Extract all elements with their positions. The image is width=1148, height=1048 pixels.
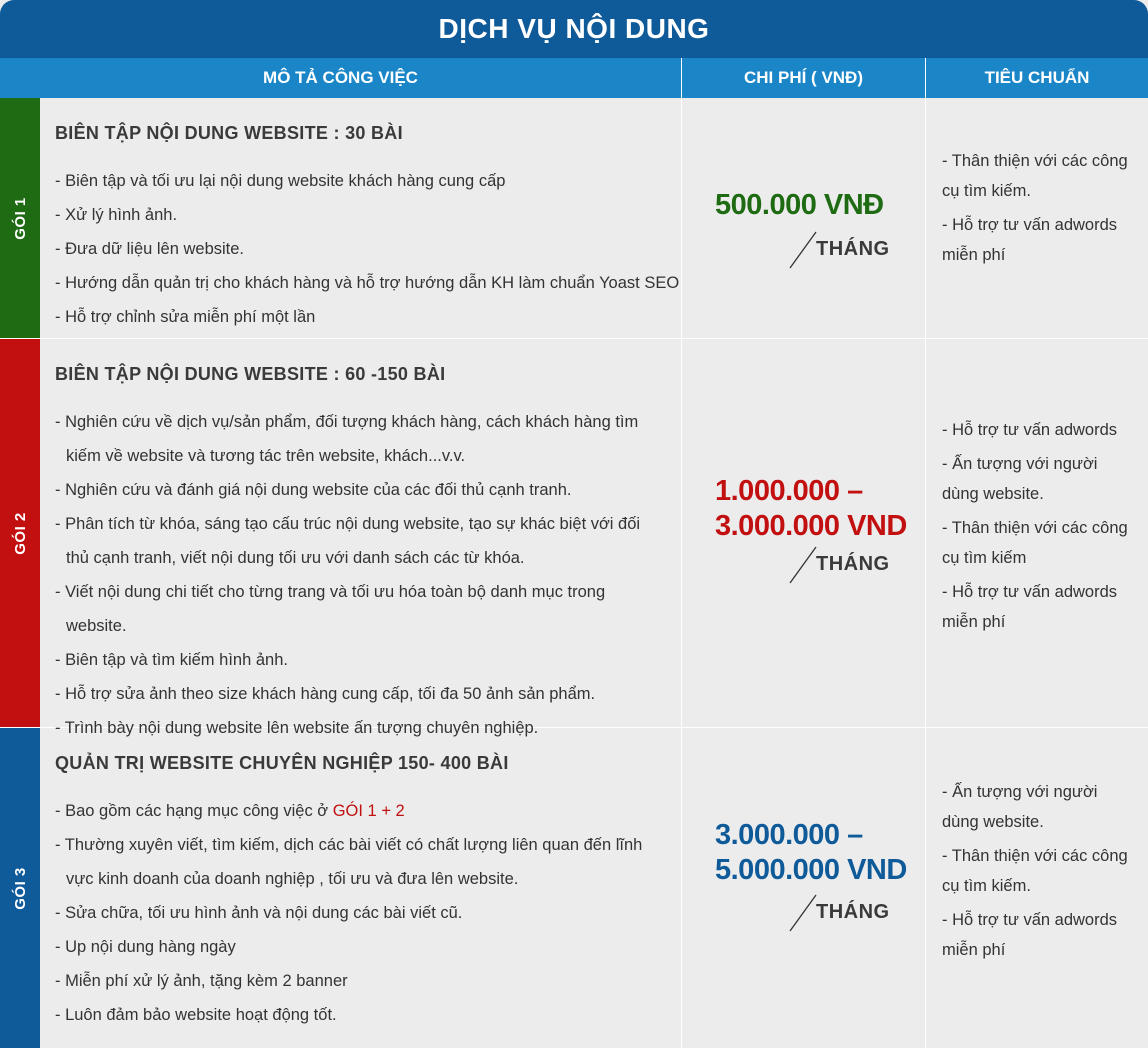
list-item: - Hỗ trợ tư vấn adwords miễn phí xyxy=(942,583,1118,631)
price-amount xyxy=(715,474,907,544)
price-unit xyxy=(788,893,898,933)
list-item xyxy=(55,794,645,828)
price-unit xyxy=(788,230,898,270)
page-title: DỊCH VỤ NỘI DUNG xyxy=(438,13,710,44)
task-list xyxy=(55,164,681,334)
package-description xyxy=(40,339,682,737)
slash-icon xyxy=(788,545,818,585)
list-item: - Trình bày nội dung website lên website ấn tượng chuyên nghiệp. xyxy=(55,719,539,737)
column-header-description: MÔ TẢ CÔNG VIỆC xyxy=(0,58,682,98)
list-item: - Phân tích từ khóa, sáng tạo cấu trúc nội dung website, tạo sự khác biệt với đối thủ cạnh tranh, viết nội dung tối ưu với danh sách các từ khóa. xyxy=(55,515,641,567)
package-price xyxy=(682,339,926,727)
package-standards xyxy=(926,728,1148,1048)
list-item: - Hỗ trợ tư vấn adwords miễn phí xyxy=(942,911,1118,959)
package-row-3 xyxy=(0,728,1148,1048)
list-item: - Thân thiện với các công cụ tìm kiếm. xyxy=(942,847,1128,895)
package-description xyxy=(40,98,682,338)
column-header-price: CHI PHÍ ( VNĐ) xyxy=(682,58,926,98)
list-item: - Miễn phí xử lý ảnh, tặng kèm 2 banner xyxy=(55,972,348,990)
price-line: 500.000 VNĐ xyxy=(715,189,884,221)
unit-label: THÁNG xyxy=(816,238,890,260)
package-heading: BIÊN TẬP NỘI DUNG WEBSITE : 30 BÀI xyxy=(55,123,403,143)
list-item: - Hỗ trợ chỉnh sửa miễn phí một lần xyxy=(55,308,316,326)
list-item: - Thường xuyên viết, tìm kiếm, dịch các bài viết có chất lượng liên quan đến lĩnh vực kinh doanh của doanh nghiệp , tối ưu và đưa lên website. xyxy=(55,836,643,888)
list-item: - Sửa chữa, tối ưu hình ảnh và nội dung các bài viết cũ. xyxy=(55,904,463,922)
list-item: - Viết nội dung chi tiết cho từng trang và tối ưu hóa toàn bộ danh mục trong website. xyxy=(55,583,606,635)
list-item: - Ấn tượng với người dùng website. xyxy=(942,783,1098,831)
list-item: - Thân thiện với các công cụ tìm kiếm xyxy=(942,519,1128,567)
task-list xyxy=(55,794,645,1032)
item-text: - Bao gồm các hạng mục công việc ở xyxy=(55,802,333,820)
package-tab-1 xyxy=(0,98,40,338)
list-item: - Hỗ trợ tư vấn adwords miễn phí xyxy=(942,216,1118,264)
price-line: 3.000.000 VND xyxy=(715,510,907,542)
column-header-standard: TIÊU CHUẨN xyxy=(984,68,1090,87)
slash-icon xyxy=(788,230,818,270)
package-heading: BIÊN TẬP NỘI DUNG WEBSITE : 60 -150 BÀI xyxy=(55,364,446,384)
package-tab-2 xyxy=(0,339,40,727)
list-item: - Luôn đảm bảo website hoạt động tốt. xyxy=(55,1006,337,1024)
list-item: - Biên tập và tìm kiếm hình ảnh. xyxy=(55,651,288,669)
package-row-1 xyxy=(0,98,1148,339)
slash-icon xyxy=(788,893,818,933)
list-item: - Hỗ trợ tư vấn adwords xyxy=(942,421,1118,439)
unit-label: THÁNG xyxy=(816,553,890,575)
standards-list xyxy=(942,777,1138,965)
task-list xyxy=(55,405,667,745)
price-line: 1.000.000 – xyxy=(715,475,863,507)
package-price xyxy=(682,728,926,1048)
price-amount xyxy=(715,188,884,223)
list-item: - Hỗ trợ sửa ảnh theo size khách hàng cung cấp, tối đa 50 ảnh sản phẩm. xyxy=(55,685,596,703)
package-tab-label: GÓI 2 xyxy=(11,511,29,555)
list-item: - Biên tập và tối ưu lại nội dung website khách hàng cung cấp xyxy=(55,172,506,190)
package-price xyxy=(682,98,926,338)
list-item: - Đưa dữ liệu lên website. xyxy=(55,240,245,258)
package-standards xyxy=(926,98,1148,338)
list-item: - Nghiên cứu và đánh giá nội dung website của các đối thủ cạnh tranh. xyxy=(55,481,572,499)
package-standards xyxy=(926,339,1148,727)
list-item: - Hướng dẫn quản trị cho khách hàng và hỗ trợ hướng dẫn KH làm chuẩn Yoast SEO xyxy=(55,274,680,292)
price-line: 5.000.000 VND xyxy=(715,854,907,886)
package-tab-3 xyxy=(0,728,40,1048)
item-highlight: GÓI 1 + 2 xyxy=(332,802,405,820)
standards-list xyxy=(942,415,1138,637)
table-header xyxy=(0,58,1148,98)
standards-list xyxy=(942,146,1138,270)
package-tab-label: GÓI 1 xyxy=(11,196,29,240)
package-row-2 xyxy=(0,339,1148,737)
unit-label: THÁNG xyxy=(816,901,890,923)
price-line: 3.000.000 – xyxy=(715,819,863,851)
list-item: - Ấn tượng với người dùng website. xyxy=(942,455,1098,503)
price-amount xyxy=(715,818,907,888)
list-item: - Up nội dung hàng ngày xyxy=(55,938,236,956)
title-bar xyxy=(0,0,1148,58)
list-item: - Nghiên cứu về dịch vụ/sản phẩm, đối tượng khách hàng, cách khách hàng tìm kiếm về website và tương tác trên website, khách...v.v. xyxy=(55,413,639,465)
price-unit xyxy=(788,545,898,585)
list-item: - Xử lý hình ảnh. xyxy=(55,206,178,224)
package-heading: QUẢN TRỊ WEBSITE CHUYÊN NGHIỆP 150- 400 BÀI xyxy=(55,753,509,773)
list-item: - Thân thiện với các công cụ tìm kiếm. xyxy=(942,152,1128,200)
package-description xyxy=(40,728,682,1048)
package-tab-label: GÓI 3 xyxy=(11,866,29,910)
